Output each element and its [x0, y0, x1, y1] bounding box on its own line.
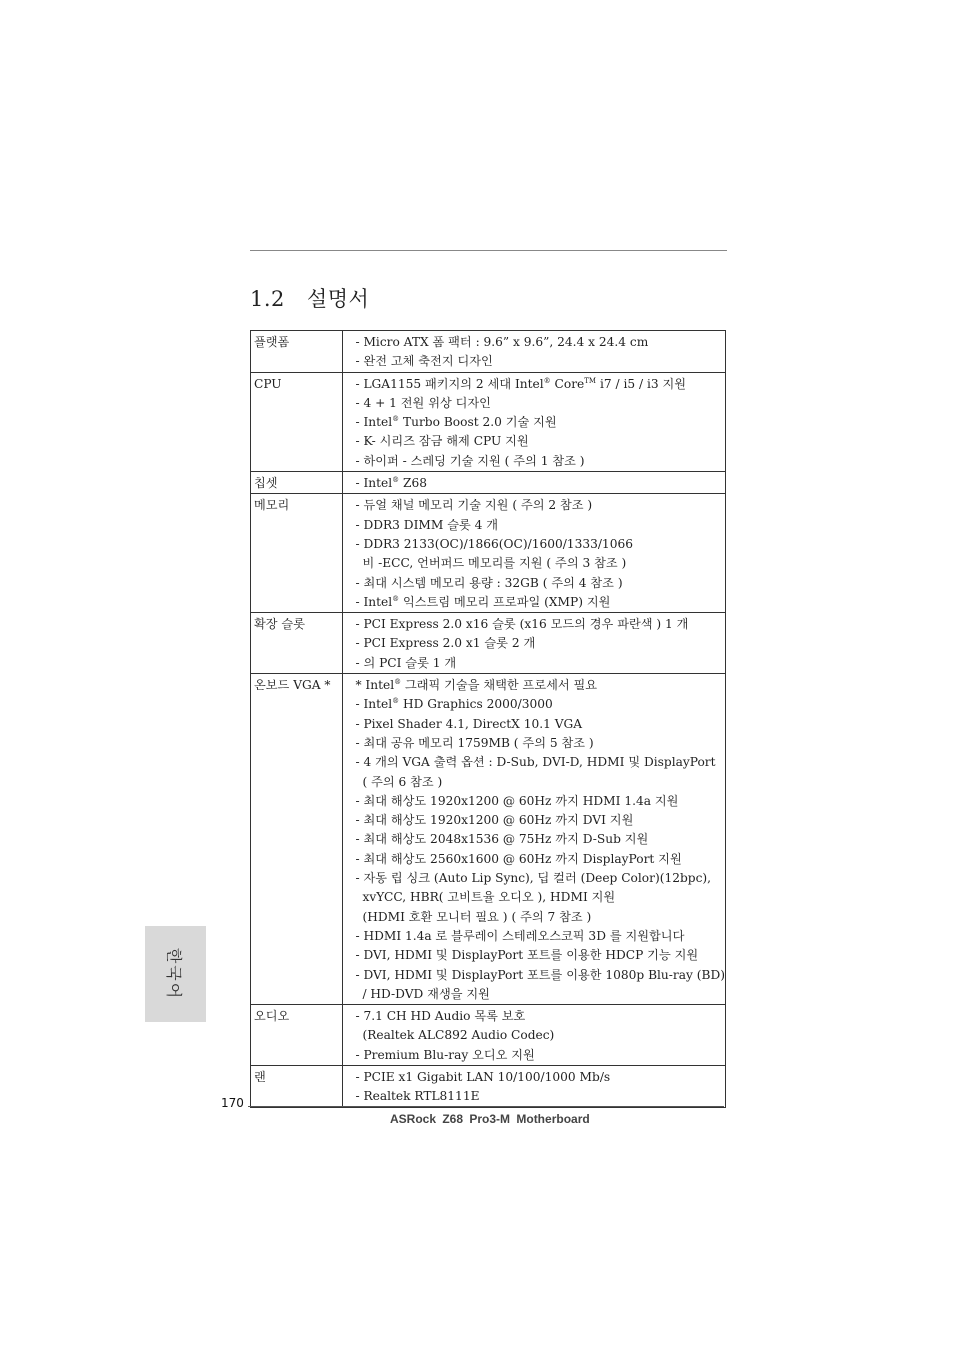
- spec-row: [251, 613, 726, 674]
- spec-table: [250, 330, 726, 1108]
- spec-row: [251, 1065, 726, 1107]
- spec-key: 온보드 VGA *: [251, 674, 343, 1005]
- spec-key: CPU: [251, 372, 343, 471]
- spec-table-body: [251, 331, 726, 1108]
- spec-line: - 4 개의 VGA 출력 옵션 : D-Sub, DVI-D, HDMI 및 DisplayPort: [355, 755, 716, 770]
- spec-value: [343, 372, 726, 471]
- spec-line: - PCIE x1 Gigabit LAN 10/100/1000 Mb/s: [355, 1069, 611, 1084]
- spec-row: [251, 472, 726, 494]
- spec-value: [343, 331, 726, 373]
- spec-line: - PCI Express 2.0 x16 슬롯 (x16 모드의 경우 파란색 ) 1 개: [355, 617, 689, 632]
- spec-line: - LGA1155 패키지의 2 세대 Intel® Core™ i7 / i5 / i3 지원: [355, 376, 687, 391]
- spec-line: - 4 + 1 전원 위상 디자인: [355, 395, 491, 410]
- spec-value: [343, 1005, 726, 1066]
- spec-line: xvYCC, HBR( 고비트율 오디오 ), HDMI 지원: [362, 890, 616, 905]
- spec-line: - Premium Blu-ray 오디오 지원: [355, 1047, 535, 1062]
- spec-line: - 최대 시스템 메모리 용량 : 32GB ( 주의 4 참조 ): [355, 575, 623, 590]
- language-label: 한국어: [164, 947, 184, 1001]
- spec-line: - K- 시리즈 잠금 해제 CPU 지원: [355, 434, 529, 449]
- spec-row: [251, 494, 726, 613]
- spec-line: - 최대 해상도 2048x1536 @ 75Hz 까지 D-Sub 지원: [355, 832, 649, 847]
- spec-line: ( 주의 6 참조 ): [362, 774, 443, 789]
- footer-product-title: ASRock Z68 Pro3-M Motherboard: [390, 1112, 590, 1126]
- spec-line: - 듀얼 채널 메모리 기술 지원 ( 주의 2 참조 ): [355, 498, 593, 513]
- spec-value: [343, 1065, 726, 1107]
- spec-row: [251, 372, 726, 471]
- spec-line: 비 -ECC, 언버퍼드 메모리를 지원 ( 주의 3 참조 ): [362, 556, 627, 571]
- spec-line: - 완전 고체 축전지 디자인: [355, 354, 493, 369]
- spec-line: - 의 PCI 슬롯 1 개: [355, 655, 457, 670]
- section-number: 1.2: [250, 287, 285, 311]
- spec-line: - 최대 해상도 1920x1200 @ 60Hz 까지 DVI 지원: [355, 813, 634, 828]
- spec-line: - 최대 해상도 2560x1600 @ 60Hz 까지 DisplayPort 지원: [355, 851, 682, 866]
- spec-key: 플랫폼: [251, 331, 343, 373]
- spec-line: - Pixel Shader 4.1, DirectX 10.1 VGA: [355, 716, 583, 731]
- spec-line: / HD-DVD 재생을 지원: [362, 986, 490, 1001]
- spec-line: - PCI Express 2.0 x1 슬롯 2 개: [355, 636, 536, 651]
- language-side-tab: [145, 926, 206, 1022]
- spec-line: - DDR3 2133(OC)/1866(OC)/1600/1333/1066: [355, 536, 633, 551]
- spec-value: [343, 472, 726, 494]
- spec-key: 랜: [251, 1065, 343, 1107]
- spec-row: [251, 674, 726, 1005]
- spec-line: - Intel® Turbo Boost 2.0 기술 지원: [355, 415, 557, 430]
- spec-line: - DVI, HDMI 및 DisplayPort 포트를 이용한 1080p Blu-ray (BD): [355, 967, 725, 982]
- section-heading: [250, 283, 369, 313]
- spec-line: - 7.1 CH HD Audio 목록 보호: [355, 1009, 526, 1024]
- spec-line: - Intel® 익스트림 메모리 프로파일 (XMP) 지원: [355, 594, 611, 609]
- spec-line: * Intel® 그래픽 기술을 채택한 프로세서 필요: [355, 678, 598, 693]
- spec-key: 확장 슬롯: [251, 613, 343, 674]
- spec-line: - 하이퍼 - 스레딩 기술 지원 ( 주의 1 참조 ): [355, 453, 585, 468]
- page-number: 170: [221, 1096, 244, 1110]
- spec-line: - HDMI 1.4a 로 블루레이 스테레오스코픽 3D 를 지원합니다: [355, 928, 685, 943]
- spec-line: - Realtek RTL8111E: [355, 1089, 480, 1104]
- section-title: 설명서: [306, 287, 370, 311]
- spec-row: [251, 1005, 726, 1066]
- spec-row: [251, 331, 726, 373]
- spec-line: - DVI, HDMI 및 DisplayPort 포트를 이용한 HDCP 기능 지원: [355, 948, 699, 963]
- spec-value: [343, 613, 726, 674]
- spec-value: [343, 494, 726, 613]
- spec-line: (HDMI 호환 모니터 필요 ) ( 주의 7 참조 ): [362, 909, 592, 924]
- spec-line: - Intel® HD Graphics 2000/3000: [355, 697, 553, 712]
- spec-line: - 최대 해상도 1920x1200 @ 60Hz 까지 HDMI 1.4a 지원: [355, 793, 679, 808]
- spec-key: 메모리: [251, 494, 343, 613]
- spec-line: - Intel® Z68: [355, 476, 427, 491]
- spec-line: - Micro ATX 폼 팩터 : 9.6” x 9.6”, 24.4 x 24.4 cm: [355, 335, 649, 349]
- spec-key: 오디오: [251, 1005, 343, 1066]
- spec-key: 칩셋: [251, 472, 343, 494]
- footer-divider: [248, 1106, 724, 1107]
- spec-value: [343, 674, 726, 1005]
- spec-line: (Realtek ALC892 Audio Codec): [362, 1028, 555, 1043]
- spec-line: - 최대 공유 메모리 1759MB ( 주의 5 참조 ): [355, 735, 594, 750]
- top-divider: [250, 250, 727, 251]
- spec-line: - 자동 립 싱크 (Auto Lip Sync), 딥 컬러 (Deep Color)(12bpc),: [355, 871, 712, 886]
- spec-line: - DDR3 DIMM 슬롯 4 개: [355, 517, 499, 532]
